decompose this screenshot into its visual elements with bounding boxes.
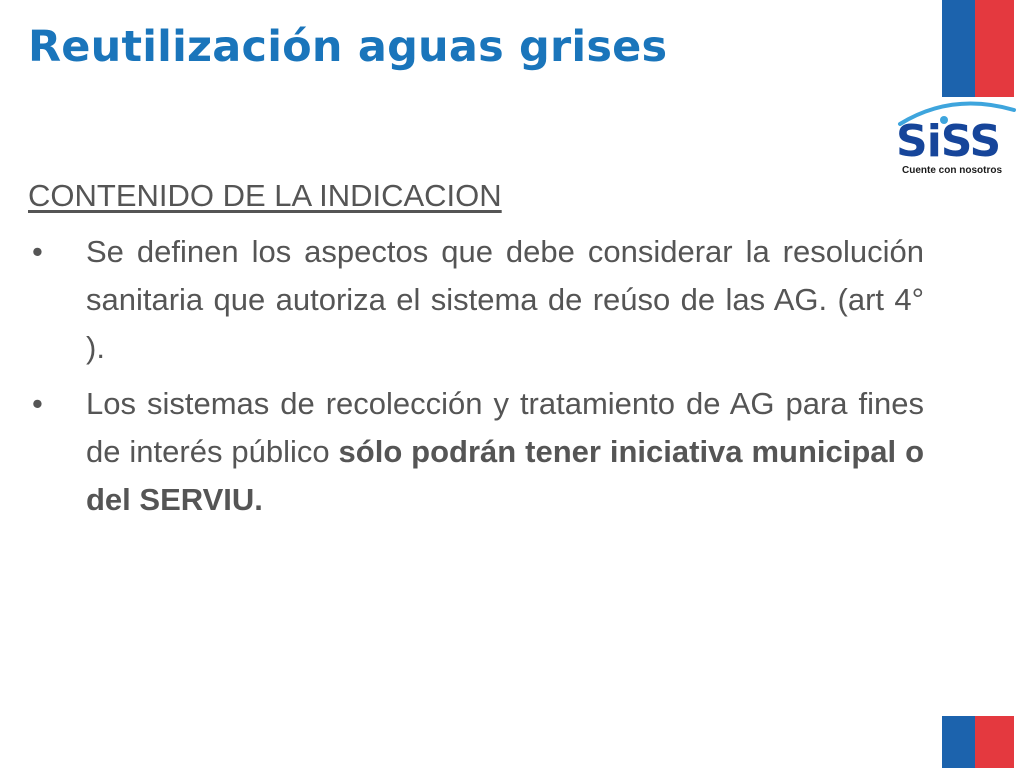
bullet-marker: • xyxy=(32,386,43,421)
logo-wordmark: SiSS xyxy=(896,116,1001,167)
flag-red-stripe xyxy=(975,0,1014,97)
bullet-marker: • xyxy=(32,234,43,269)
slide-title: Reutilización aguas grises xyxy=(28,22,668,72)
flag-stripe-top xyxy=(942,0,1014,97)
slide-body xyxy=(28,172,924,532)
bullet-item xyxy=(28,228,924,372)
bullet-text: Los sistemas de recolección y tratamiento de AG para fines de interés público xyxy=(86,386,924,469)
bullet-text-bold: sólo podrán tener iniciativa municipal o del SERVIU. xyxy=(86,434,924,517)
flag-blue-stripe xyxy=(942,716,975,768)
bullet-item xyxy=(28,380,924,524)
bullet-text: Se definen los aspectos que debe considerar la resolución sanitaria que autoriza el sistema de reúso de las AG. (art 4° ). xyxy=(86,234,924,365)
flag-stripe-bottom xyxy=(942,716,1014,768)
logo-tagline: Cuente con nosotros xyxy=(902,165,1003,176)
bullet-list xyxy=(28,228,924,524)
flag-blue-stripe xyxy=(942,0,975,97)
section-heading: CONTENIDO DE LA INDICACION xyxy=(28,178,502,213)
siss-logo xyxy=(892,98,1018,180)
flag-red-stripe xyxy=(975,716,1014,768)
